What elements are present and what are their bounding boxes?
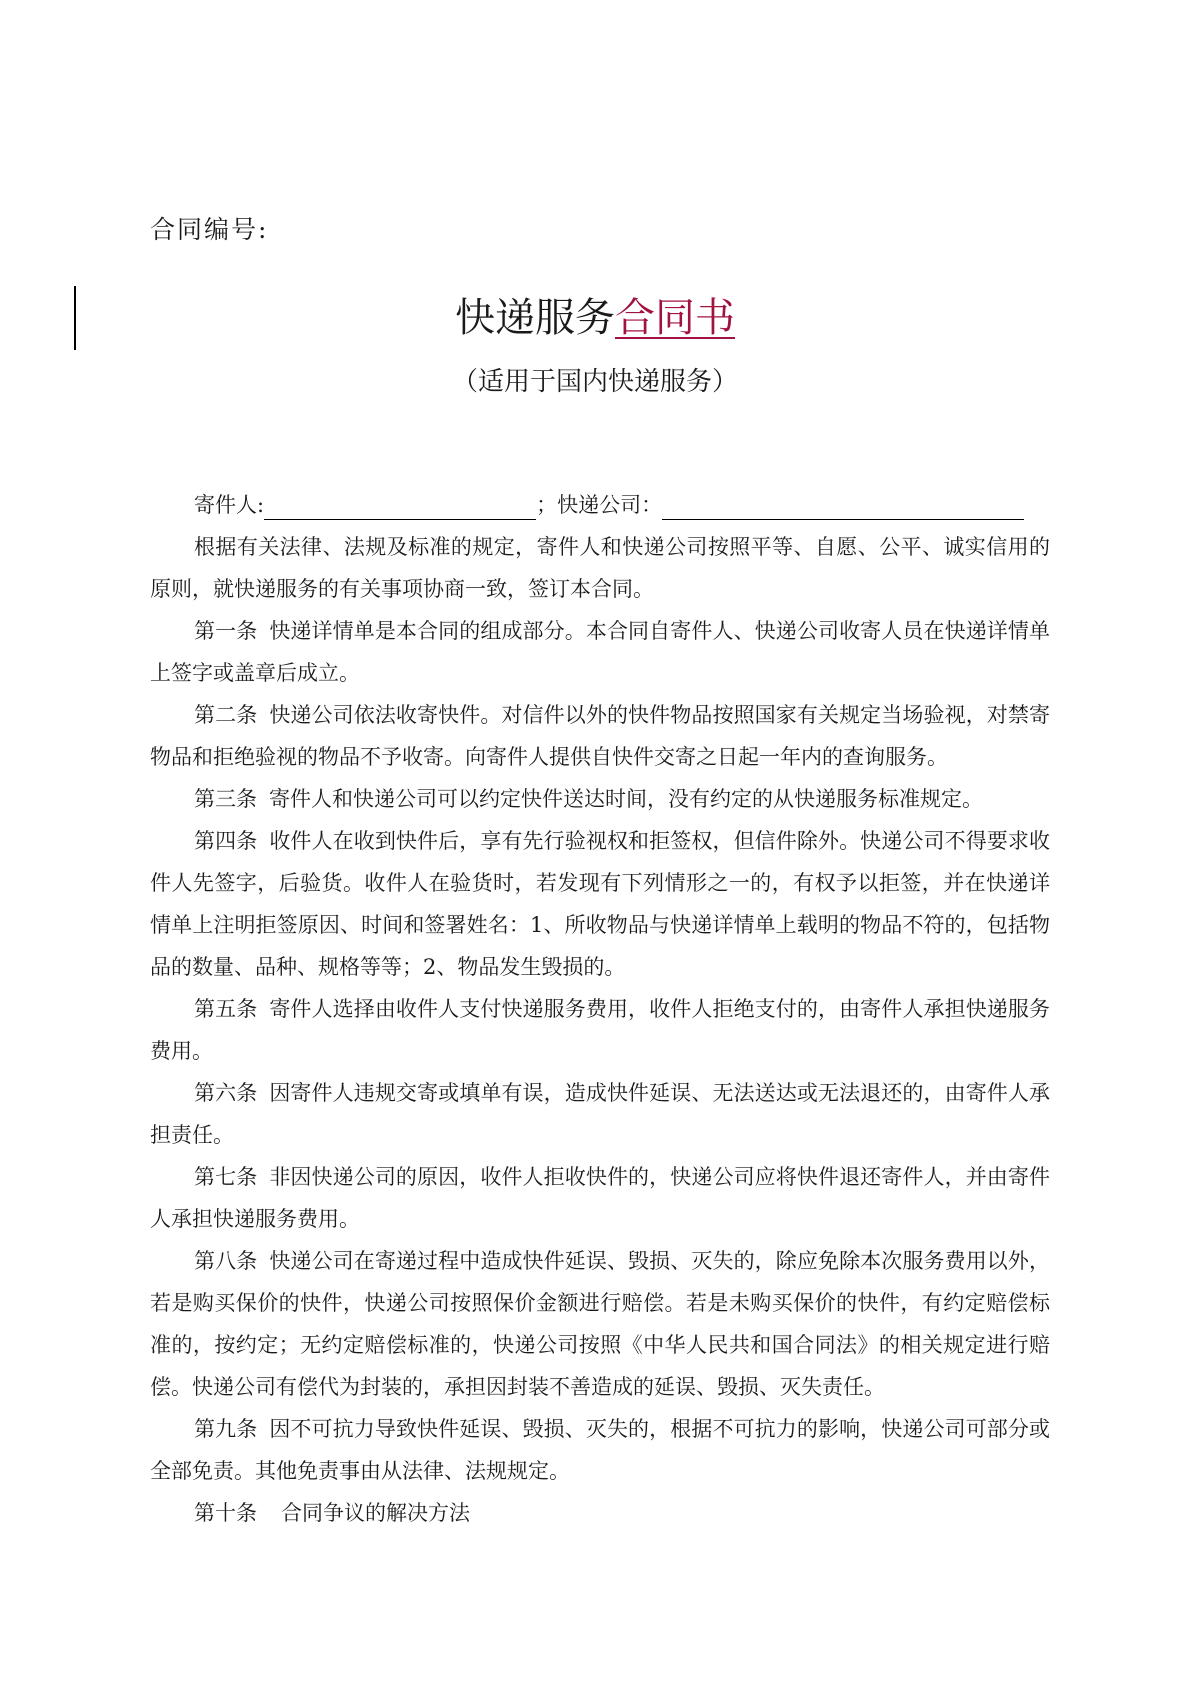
article-5 xyxy=(150,988,1050,1072)
article-text: 因寄件人违规交寄或填单有误，造成快件延误、无法送达或无法退还的，由寄件人承担责任。 xyxy=(150,1081,1051,1147)
article-2 xyxy=(150,694,1050,778)
document-subtitle: （适用于国内快递服务） xyxy=(451,367,738,397)
article-text: 因不可抗力导致快件延误、毁损、灭失的，根据不可抗力的影响，快递公司可部分或全部免责。其他免责事由从法律、法规规定。 xyxy=(150,1417,1051,1483)
document-title xyxy=(0,288,1190,348)
article-text: 快递公司在寄递过程中造成快件延误、毁损、灭失的，除应免除本次服务费用以外，若是购买保价的快件，快递公司按照保价金额进行赔偿。若是未购买保价的快件，有约定赔偿标准的，按约定；无约定赔偿标准的，快递公司按照《中华人民共和国合同法》的相关规定进行赔偿。快递公司有偿代为封装的，承担因封装不善造成的延误、毁损、灭失责任。 xyxy=(150,1249,1051,1399)
article-7 xyxy=(150,1156,1050,1240)
title-main: 快递服务 xyxy=(455,295,615,341)
article-label: 第六条 xyxy=(194,1081,258,1105)
article-1 xyxy=(150,610,1050,694)
article-label: 第十条 xyxy=(194,1501,257,1525)
title-tracked-change: 合同书 xyxy=(615,295,735,341)
article-text: 快递公司依法收寄快件。对信件以外的快件物品按照国家有关规定当场验视，对禁寄物品和拒绝验视的物品不予收寄。向寄件人提供自快件交寄之日起一年内的查询服务。 xyxy=(150,703,1051,769)
company-blank xyxy=(662,489,1024,520)
company-label: 快递公司： xyxy=(557,493,663,517)
article-3 xyxy=(150,778,1050,820)
parties-line xyxy=(150,484,1050,526)
article-text: 非因快递公司的原因，收件人拒收快件的，快递公司应将快件退还寄件人，并由寄件人承担快递服务费用。 xyxy=(150,1165,1051,1231)
preamble-paragraph: 根据有关法律、法规及标准的规定，寄件人和快递公司按照平等、自愿、公平、诚实信用的原则，就快递服务的有关事项协商一致，签订本合同。 xyxy=(150,535,1050,601)
article-label: 第三条 xyxy=(194,787,257,811)
article-6 xyxy=(150,1072,1050,1156)
contract-number-label: 合同编号: xyxy=(150,215,269,244)
article-text: 收件人在收到快件后，享有先行验视权和拒签权，但信件除外。快递公司不得要求收件人先签字，后验货。收件人在验货时，若发现有下列情形之一的，有权予以拒签，并在快递详情单上注明拒签原因、时间和签署姓名：1、所收物品与快递详情单上载明的物品不符的，包括物品的数量、品种、规格等等；2、物品发生毁损的。 xyxy=(150,829,1051,979)
article-label: 第一条 xyxy=(194,619,258,643)
article-label: 第九条 xyxy=(194,1417,258,1441)
contract-body xyxy=(150,484,1050,1534)
article-text: 寄件人和快递公司可以约定快件送达时间，没有约定的从快递服务标准规定。 xyxy=(269,787,983,811)
article-label: 第八条 xyxy=(194,1249,258,1273)
article-text: 快递详情单是本合同的组成部分。本合同自寄件人、快递公司收寄人员在快递详情单上签字或盖章后成立。 xyxy=(150,619,1051,685)
article-9 xyxy=(150,1408,1050,1492)
sender-blank xyxy=(264,489,536,520)
article-text: 合同争议的解决方法 xyxy=(281,1501,470,1525)
article-label: 第五条 xyxy=(194,997,258,1021)
article-10 xyxy=(150,1492,1050,1534)
article-label: 第七条 xyxy=(194,1165,258,1189)
article-text: 寄件人选择由收件人支付快递服务费用，收件人拒绝支付的，由寄件人承担快递服务费用。 xyxy=(150,997,1051,1063)
parties-separator: ； xyxy=(536,493,558,517)
article-8 xyxy=(150,1240,1050,1408)
article-4 xyxy=(150,820,1050,988)
article-label: 第四条 xyxy=(194,829,258,853)
article-label: 第二条 xyxy=(194,703,258,727)
sender-label: 寄件人: xyxy=(194,493,265,517)
